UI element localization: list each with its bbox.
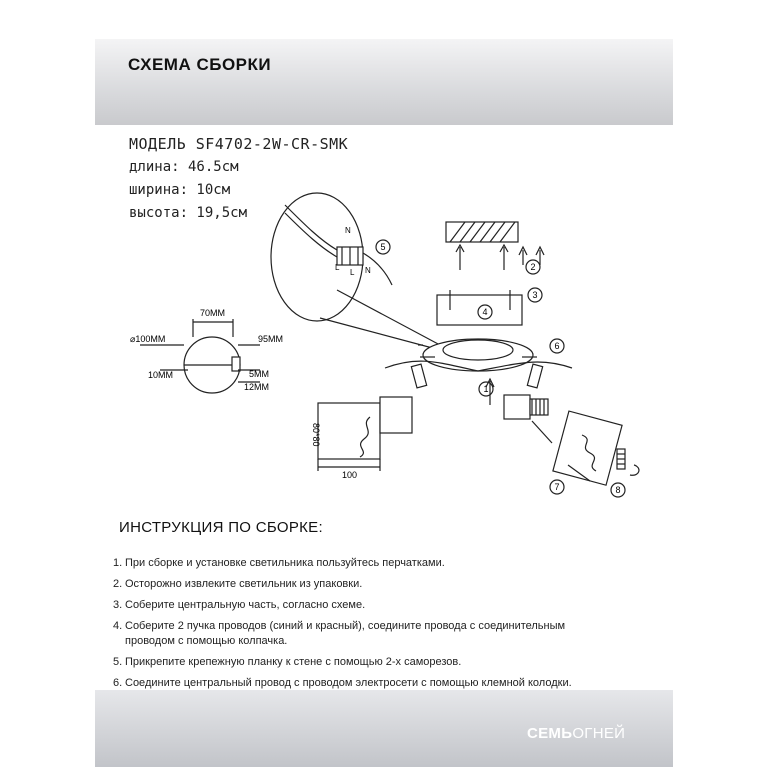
page-title: СХЕМА СБОРКИ bbox=[128, 55, 272, 74]
wiring-detail bbox=[271, 193, 440, 350]
list-item: 2. Осторожно извлеките светильник из упаковки. bbox=[113, 578, 363, 590]
header-band bbox=[95, 39, 673, 125]
dim-12mm: 12MM bbox=[244, 382, 270, 392]
list-item: 3. Соберите центральную часть, согласно схеме. bbox=[113, 599, 366, 611]
wire-letter-n: N bbox=[345, 226, 351, 235]
assembly-diagram bbox=[120, 185, 680, 510]
dim-10mm: 10MM bbox=[148, 370, 174, 380]
wire-letter-n-2: N bbox=[365, 266, 371, 275]
wire-letter-l: L bbox=[335, 263, 340, 272]
dim-80x80: 80*80 bbox=[311, 423, 321, 447]
dim-5mm: 5MM bbox=[249, 369, 269, 379]
list-item: 6. Соедините центральный провод с проводом электросети с помощью клемной колодки. bbox=[113, 677, 572, 689]
left-lamp-shade bbox=[318, 397, 412, 471]
list-item: 1. При сборке и установке светильника пользуйтесь перчатками. bbox=[113, 557, 445, 569]
list-item: 5. Прикрепите крепежную планку к стене с помощью 2-х саморезов. bbox=[113, 656, 462, 668]
right-lamp-socket bbox=[504, 395, 548, 419]
canopy-base bbox=[385, 339, 572, 388]
spec-width: ширина: 10см bbox=[129, 182, 231, 198]
instructions-list bbox=[113, 556, 673, 697]
model-name: МОДЕЛЬ SF4702-2W-CR-SMK bbox=[129, 135, 349, 153]
instructions-title: ИНСТРУКЦИЯ ПО СБОРКЕ: bbox=[119, 519, 323, 536]
callout-1: 1 bbox=[483, 384, 489, 394]
callout-7: 7 bbox=[554, 482, 560, 492]
right-lamp-shade bbox=[553, 411, 625, 485]
wire-letter-l-2: L bbox=[350, 268, 355, 277]
callout-5: 5 bbox=[380, 242, 386, 252]
list-item: 4. Соберите 2 пучка проводов (синий и красный), соедините провода с соединительным проводом с помощью колпачка. bbox=[113, 620, 566, 647]
brand-logo: СЕМЬОГНЕЙ bbox=[527, 725, 626, 742]
callout-6: 6 bbox=[554, 341, 560, 351]
callout-2: 2 bbox=[530, 262, 536, 272]
spec-length: длина: 46.5см bbox=[129, 159, 239, 175]
callout-4: 4 bbox=[482, 307, 488, 317]
dim-95mm: 95MM bbox=[258, 334, 284, 344]
spec-height: высота: 19,5см bbox=[129, 205, 248, 221]
callout-3: 3 bbox=[532, 290, 538, 300]
dim-70mm: 70MM bbox=[200, 308, 226, 318]
dimension-drawing bbox=[140, 319, 260, 393]
ceiling-block bbox=[446, 222, 518, 270]
dim-100mm: ⌀100MM bbox=[130, 334, 166, 344]
callout-8: 8 bbox=[615, 485, 621, 495]
dim-100: 100 bbox=[342, 470, 358, 480]
